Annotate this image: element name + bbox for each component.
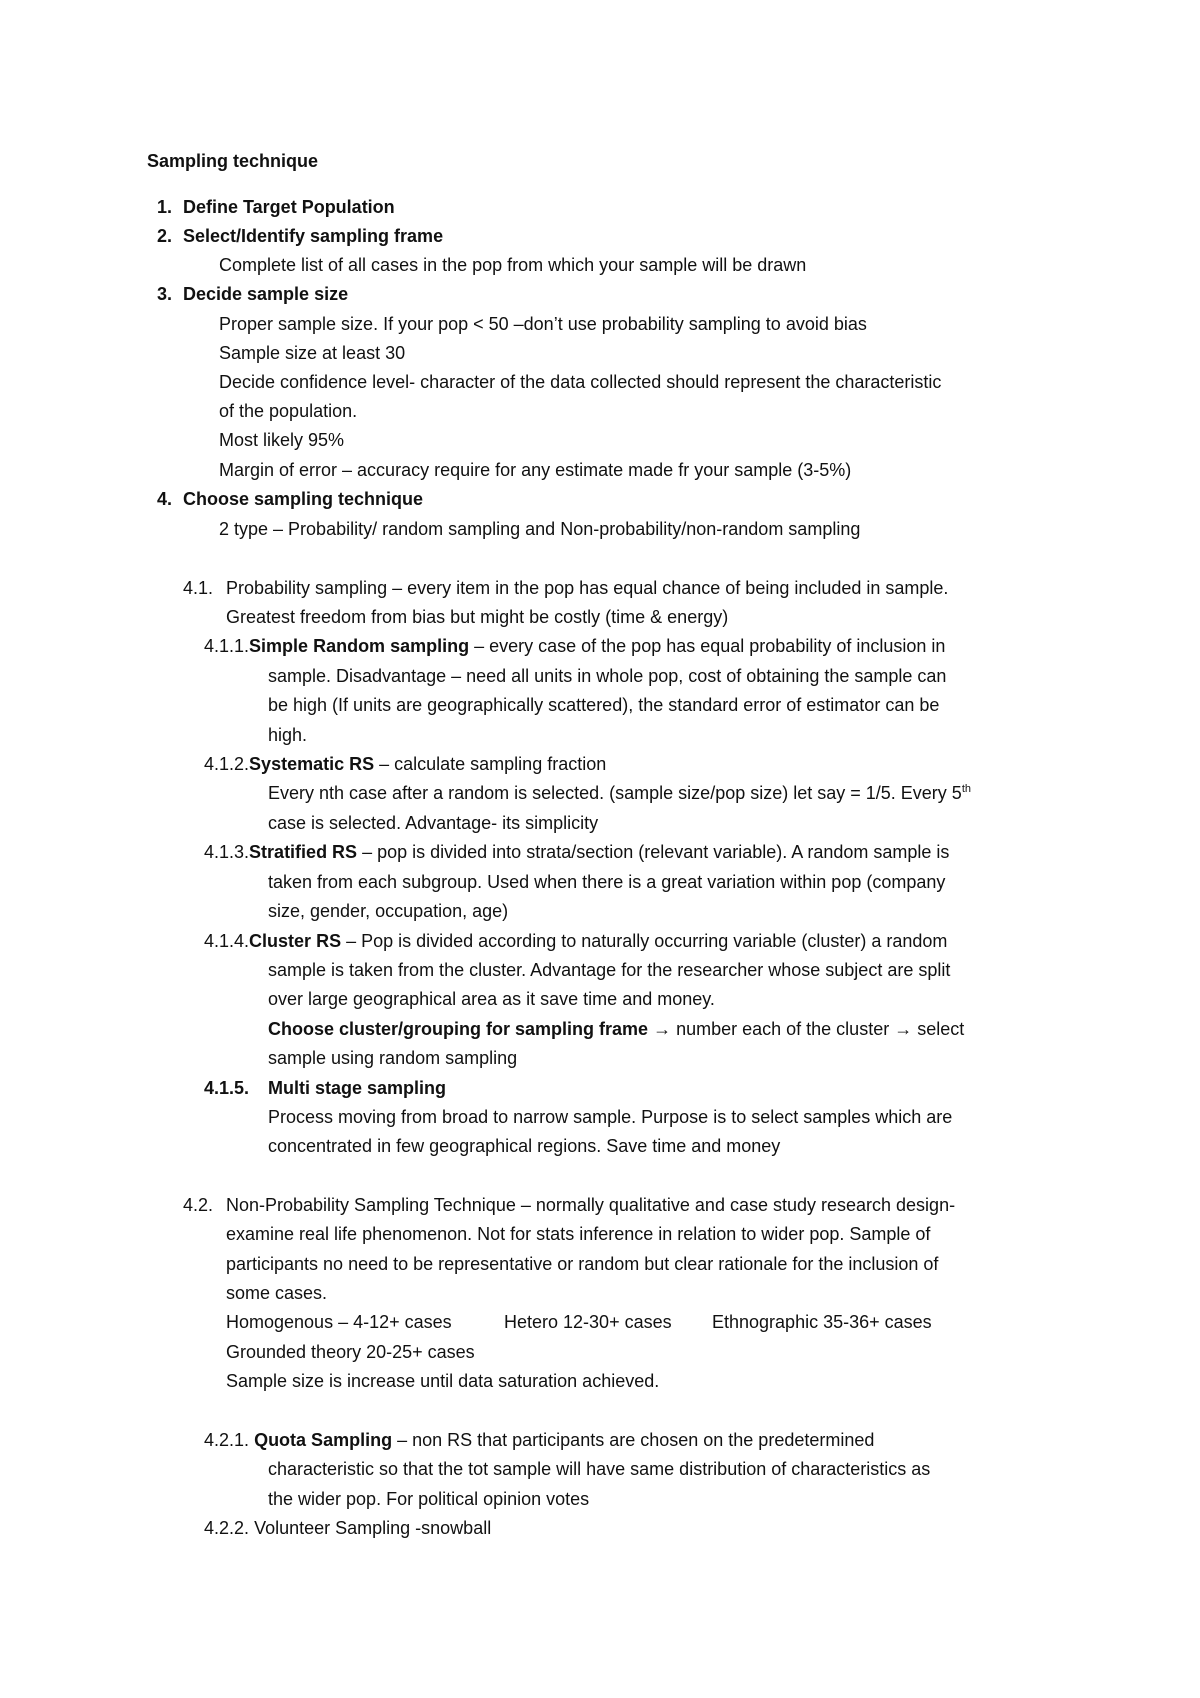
body-line: Greatest freedom from bias but might be costly (time & energy) <box>226 607 729 627</box>
flow-step: number each of the cluster <box>671 1019 895 1039</box>
subsection-title: Quota Sampling <box>254 1430 393 1450</box>
section-number: 4.2.1. <box>204 1430 250 1450</box>
step-label: Choose sampling technique <box>183 489 424 509</box>
subsection-heading <box>204 753 606 775</box>
section-number: 4.1.2. <box>204 754 250 774</box>
step-label: Select/Identify sampling frame <box>183 226 444 246</box>
body-line <box>268 782 971 804</box>
body-text: – Pop is divided according to naturally occurring variable (cluster) a random <box>341 931 948 951</box>
step-label: Decide sample size <box>183 284 349 304</box>
section-number: 4.1.5. <box>204 1078 250 1098</box>
step-number: 1. <box>157 197 173 217</box>
body-line: be high (If units are geographically scattered), the standard error of estimator can be <box>268 695 940 715</box>
body-line: Margin of error – accuracy require for any estimate made fr your sample (3-5%) <box>219 460 852 480</box>
step-number: 2. <box>157 226 173 246</box>
subsection-title: Systematic RS <box>249 754 375 774</box>
section-number: 4.1.3. <box>204 842 250 862</box>
body-line: sample is taken from the cluster. Advantage for the researcher whose subject are split <box>268 960 951 980</box>
subsection-heading <box>204 841 949 863</box>
body-line: of the population. <box>219 401 358 421</box>
body-line: case is selected. Advantage- its simplicity <box>268 813 599 833</box>
body-line: sample using random sampling <box>268 1048 518 1068</box>
case-ethnographic: Ethnographic 35-36+ cases <box>712 1312 932 1332</box>
subsection-title: Stratified RS <box>249 842 358 862</box>
body-line: participants no need to be representative or random but clear rationale for the inclusion of <box>226 1254 939 1274</box>
page-title: Sampling technique <box>147 151 319 171</box>
body-text: – pop is divided into strata/section (relevant variable). A random sample is <box>357 842 950 862</box>
subsection-heading <box>204 930 947 952</box>
flow-step: Choose cluster/grouping for sampling frame <box>268 1019 649 1039</box>
flow-step: select <box>912 1019 965 1039</box>
section-number: 4.2. <box>183 1195 214 1215</box>
body-line: Sample size is increase until data saturation achieved. <box>226 1371 660 1391</box>
body-line: characteristic so that the tot sample will have same distribution of characteristics as <box>268 1459 931 1479</box>
body-line: Grounded theory 20-25+ cases <box>226 1342 475 1362</box>
body-line: the wider pop. For political opinion votes <box>268 1489 590 1509</box>
section-number: 4.1.4. <box>204 931 250 951</box>
body-text: – calculate sampling fraction <box>374 754 607 774</box>
arrow-right-icon: → <box>653 1019 672 1039</box>
body-line: Probability sampling – every item in the pop has equal chance of being included in sample. <box>226 578 949 598</box>
body-line: Decide confidence level- character of the data collected should represent the characteristic <box>219 372 942 392</box>
body-line: Most likely 95% <box>219 430 345 450</box>
superscript: th <box>961 783 972 795</box>
step-number: 4. <box>157 489 173 509</box>
step-number: 3. <box>157 284 173 304</box>
body-text: Every nth case after a random is selected. (sample size/pop size) let say = 1/5. Every 5 <box>268 783 962 803</box>
subsection-title: Multi stage sampling <box>268 1078 447 1098</box>
body-line: concentrated in few geographical regions. Save time and money <box>268 1136 781 1156</box>
body-line: sample. Disadvantage – need all units in whole pop, cost of obtaining the sample can <box>268 666 947 686</box>
step-description: 2 type – Probability/ random sampling and Non-probability/non-random sampling <box>219 519 861 539</box>
body-text: Volunteer Sampling -snowball <box>254 1518 492 1538</box>
body-line: examine real life phenomenon. Not for stats inference in relation to wider pop. Sample of <box>226 1224 931 1244</box>
subsection-heading <box>204 1517 491 1539</box>
body-line: Non-Probability Sampling Technique – normally qualitative and case study research design- <box>226 1195 956 1215</box>
body-line: Proper sample size. If your pop < 50 –don’t use probability sampling to avoid bias <box>219 314 867 334</box>
step-description: Complete list of all cases in the pop from which your sample will be drawn <box>219 255 807 275</box>
arrow-right-icon: → <box>894 1019 913 1039</box>
subsection-title: Simple Random sampling <box>249 636 470 656</box>
subsection-heading <box>204 635 945 657</box>
body-line: over large geographical area as it save time and money. <box>268 989 715 1009</box>
body-line: some cases. <box>226 1283 328 1303</box>
subsection-title: Cluster RS <box>249 931 342 951</box>
body-line: Process moving from broad to narrow sample. Purpose is to select samples which are <box>268 1107 953 1127</box>
section-number: 4.1. <box>183 578 214 598</box>
section-number: 4.2.2. <box>204 1518 250 1538</box>
flow-line <box>268 1018 964 1040</box>
case-homogenous: Homogenous – 4-12+ cases <box>226 1312 452 1332</box>
body-line: Sample size at least 30 <box>219 343 406 363</box>
body-line: high. <box>268 725 308 745</box>
section-number: 4.1.1. <box>204 636 250 656</box>
body-line: size, gender, occupation, age) <box>268 901 509 921</box>
body-text: – every case of the pop has equal probability of inclusion in <box>469 636 946 656</box>
subsection-heading <box>204 1429 874 1451</box>
case-hetero: Hetero 12-30+ cases <box>504 1312 672 1332</box>
body-text: – non RS that participants are chosen on the predetermined <box>392 1430 875 1450</box>
body-line: taken from each subgroup. Used when there is a great variation within pop (company <box>268 872 946 892</box>
step-label: Define Target Population <box>183 197 395 217</box>
